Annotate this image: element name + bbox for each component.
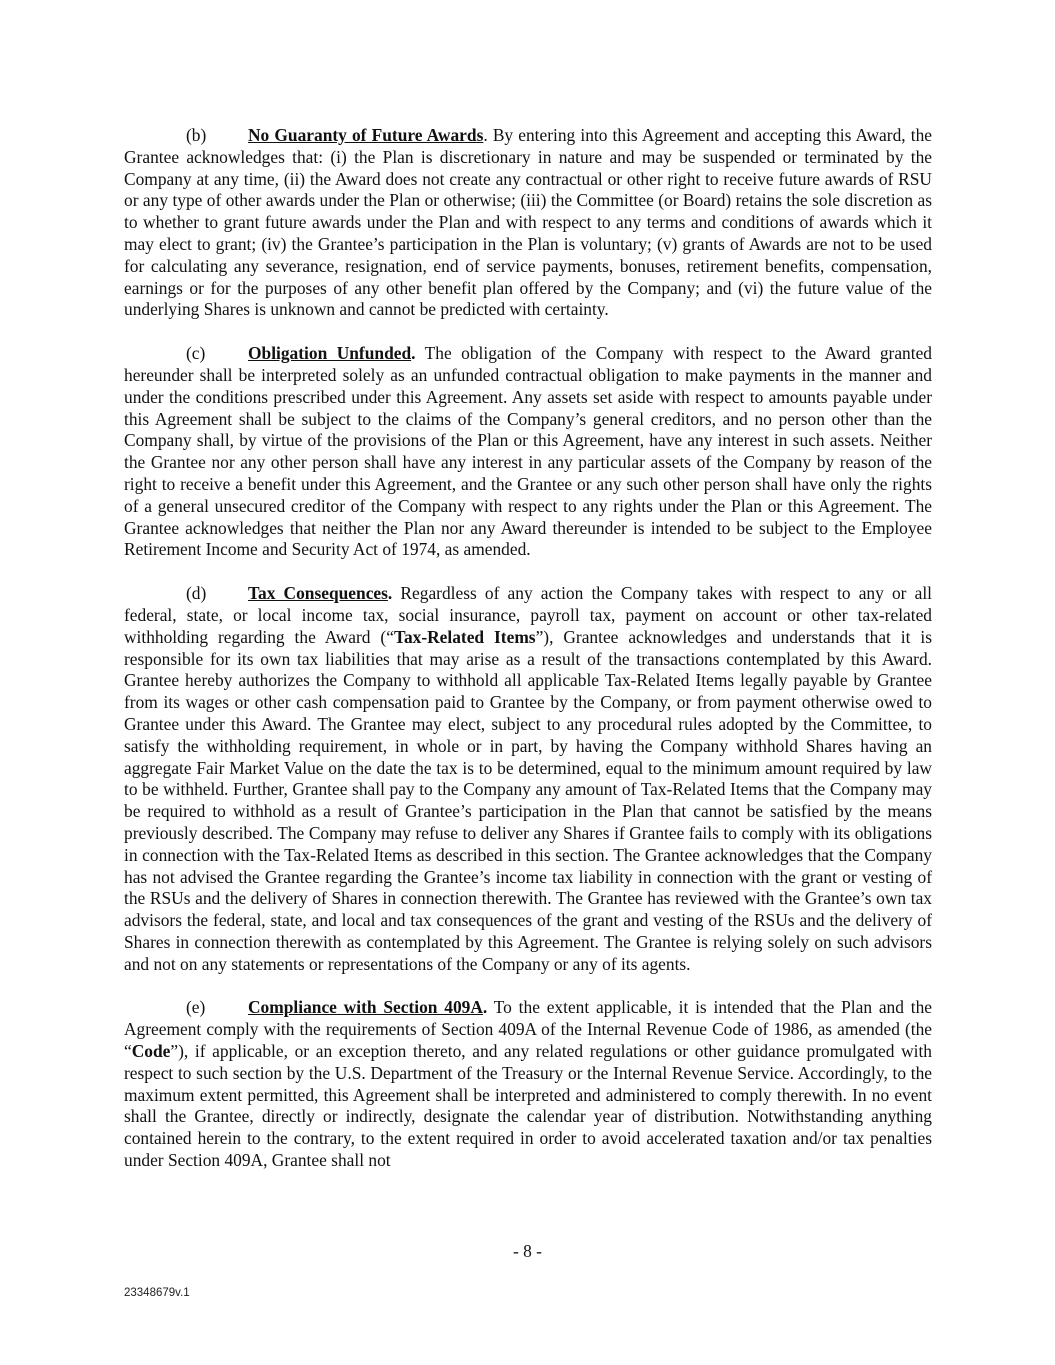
section-d-paragraph xyxy=(124,583,932,975)
section-e-paragraph xyxy=(124,997,932,1171)
section-e-body-2: ”), if applicable, or an exception thereto, and any related regulations or other guidance promulgated with respect to such section by the U.S. Department of the Treasury or the Internal Revenue Service. Accordingly, to the maximum extent permitted, this Agreement shall be interpreted and administered to comply therewith. In no event shall the Grantee, directly or indirectly, designate the calendar year of distribution. Notwithstanding anything contained herein to the contrary, to the extent required in order to avoid accelerated taxation and/or tax penalties under Section 409A, Grantee shall not xyxy=(124,1041,932,1171)
section-c-label: (c) xyxy=(186,343,206,364)
document-body xyxy=(124,125,932,1194)
section-e-body-1: To the extent applicable, it is intended that the Plan and the Agreement comply with the requirements of Section 409A of the Internal Revenue Code of 1986, as amended (the “ xyxy=(124,997,932,1062)
document-id: 23348679v.1 xyxy=(124,1287,190,1299)
section-d-label: (d) xyxy=(186,583,207,604)
section-d-defined-term: Tax-Related Items xyxy=(393,626,536,647)
section-d-heading: Tax Consequences xyxy=(248,583,388,604)
section-c-heading: Obligation Unfunded xyxy=(248,343,412,364)
section-b-heading: No Guaranty of Future Awards xyxy=(248,125,484,145)
section-d-body-2: ”), Grantee acknowledges and understands that it is responsible for its own tax liabilities that may arise as a result of the transactions contemplated by this Award. Grantee hereby authorizes the Company to withhold all applicable Tax-Related Items legally payable by Grantee from its wages or other cash compensation paid to Grantee by the Company, or from payment otherwise owed to Grantee under this Award. The Grantee may elect, subject to any procedural rules adopted by the Committee, to satisfy the withholding requirement, in whole or in part, by having the Company withhold Shares having an aggregate Fair Market Value on the date the tax is to be determined, equal to the minimum amount required by law to be withheld. Further, Grantee shall pay to the Company any amount of Tax-Related Items that the Company may be required to withhold as a result of Grantee’s participation in the Plan that cannot be satisfied by the means previously described. The Company may refuse to deliver any Shares if Grantee fails to comply with its obligations in connection with the Tax-Related Items as described in this section. The Grantee acknowledges that the Company has not advised the Grantee regarding the Grantee’s income tax liability in connection with the grant or vesting of the RSUs and the delivery of Shares in connection therewith. The Grantee has reviewed with the Grantee’s own tax advisors the federal, state, and local and tax consequences of the grant and vesting of the RSUs and the delivery of Shares in connection therewith as contemplated by this Agreement. The Grantee is relying solely on such advisors and not on any statements or representations of the Company or any of its agents. xyxy=(124,626,933,974)
section-b-paragraph xyxy=(124,125,932,321)
section-d-heading-punct: . xyxy=(387,583,393,604)
section-e-label: (e) xyxy=(186,997,206,1018)
section-c-body: The obligation of the Company with respect to the Award granted hereunder shall be interpreted solely as an unfunded contractual obligation to make payments in the manner and under the conditions prescribed under this Agreement. Any assets set aside with respect to amounts payable under this Agreement shall be subject to the claims of the Company’s general creditors, and no person other than the Company shall, by virtue of the provisions of the Plan or this Agreement, have any interest in such assets. Neither the Grantee nor any other person shall have any interest in any particular assets of the Company by reason of the right to receive a benefit under this Agreement, and the Grantee or any such other person shall have only the rights of a general unsecured creditor of the Company with respect to any rights under the Plan or this Agreement. The Grantee acknowledges that neither the Plan nor any Award thereunder is intended to be subject to the Employee Retirement Income and Security Act of 1974, as amended. xyxy=(124,343,932,560)
page-number: - 8 - xyxy=(513,1241,542,1261)
section-d-body-1: Regardless of any action the Company takes with respect to any or all federal, state, or local income tax, social insurance, payroll tax, payment on account or other tax-related withholding regarding the Award (“ xyxy=(124,583,932,647)
section-e-heading-punct: . xyxy=(482,997,488,1018)
section-b-label: (b) xyxy=(186,125,207,145)
section-b-body: . By entering into this Agreement and accepting this Award, the Grantee acknowledges that: (i) the Plan is discretionary in nature and may be suspended or terminated by the Company at any time, (ii) the Award does not create any contractual or other right to receive future awards of RSU or any type of other awards under the Plan or otherwise; (iii) the Committee (or Board) retains the sole discretion as to whether to grant future awards under the Plan and with respect to any terms and conditions of awards which it may elect to grant; (iv) the Grantee’s participation in the Plan is voluntary; (v) grants of Awards are not to be used for calculating any severance, resignation, end of service payments, bonuses, retirement benefits, compensation, earnings or for the purposes of any other benefit plan offered by the Company; and (vi) the future value of the underlying Shares is unknown and cannot be predicted with certainty. xyxy=(124,125,932,320)
section-c-paragraph xyxy=(124,343,932,561)
section-c-heading-punct: . xyxy=(411,343,416,364)
section-e-heading: Compliance with Section 409A xyxy=(248,997,483,1018)
section-e-defined-term: Code xyxy=(131,1041,171,1062)
